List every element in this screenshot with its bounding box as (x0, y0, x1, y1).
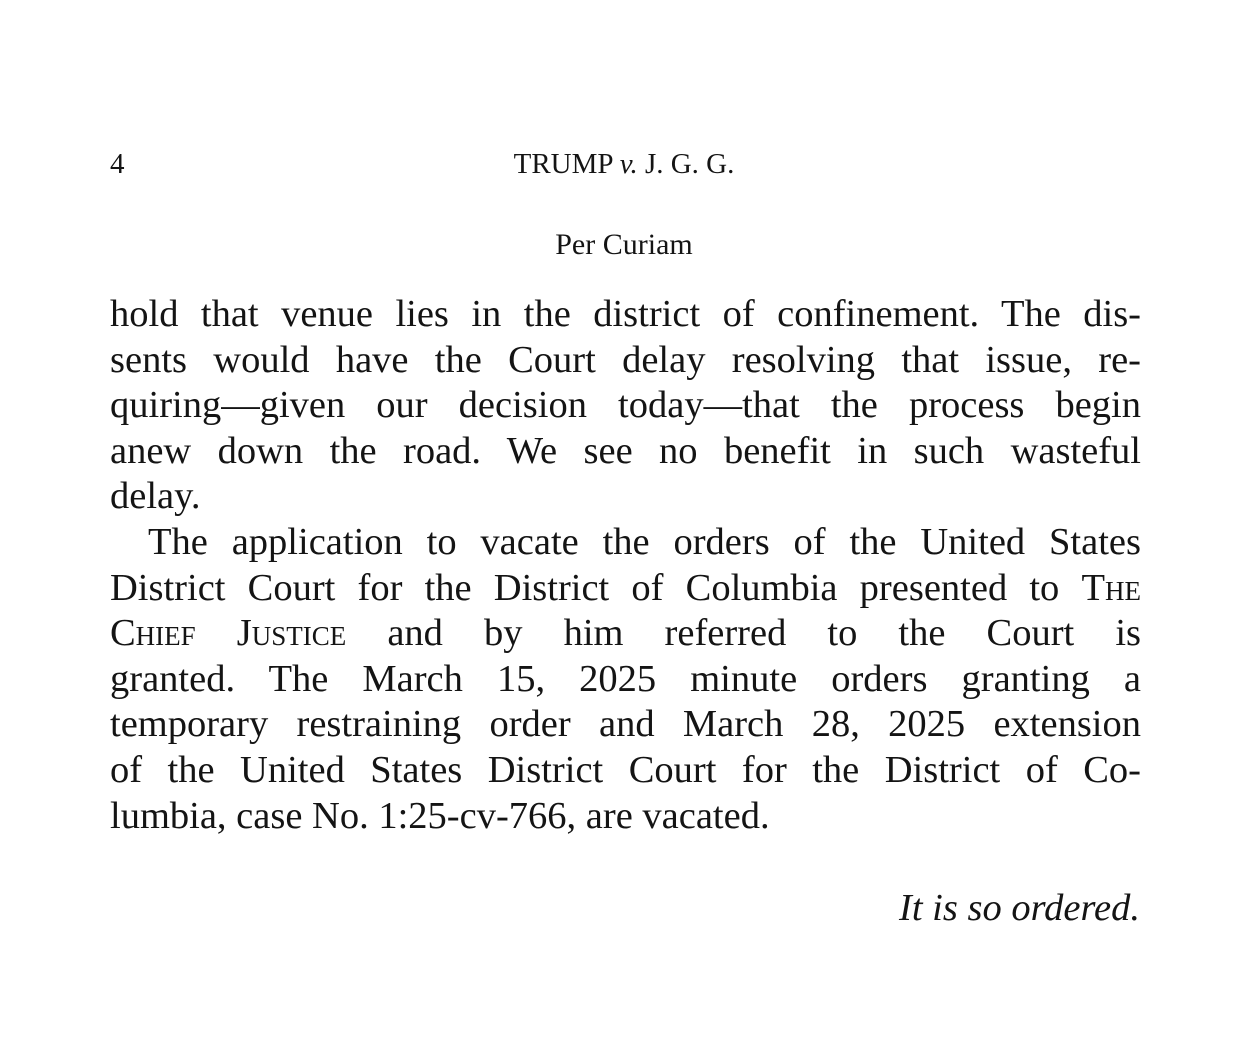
opinion-body (110, 292, 1141, 839)
case-versus: v. (619, 148, 638, 180)
closing-order: It is so ordered. (899, 887, 1140, 929)
opinion-label: Per Curiam (555, 228, 693, 261)
text-line: temporary restraining order and March 28, 2025 extension (110, 703, 1141, 746)
case-party-right: J. G. G. (644, 148, 735, 180)
text-line (110, 566, 1141, 612)
text-line (110, 611, 1141, 657)
text-line: of the United States District Court for the District of Co- (110, 748, 1141, 791)
text-line: hold that venue lies in the district of confinement. The dis- (110, 293, 1141, 335)
smallcaps-the: The (1081, 566, 1141, 609)
text-line: sents would have the Court delay resolving that issue, re- (110, 338, 1141, 381)
text-line: lumbia, case No. 1:25-cv-766, are vacated. (110, 794, 770, 837)
paragraph-1 (110, 292, 1141, 520)
text-line: granted. The March 15, 2025 minute orders granting a (110, 657, 1141, 700)
case-party-left: TRUMP (513, 148, 613, 180)
page-number: 4 (110, 148, 125, 180)
text-segment: and by him referred to the Court is (387, 612, 1141, 655)
text-line: anew down the road. We see no benefit in such wasteful (110, 429, 1141, 472)
running-head-case-title (0, 146, 1248, 182)
smallcaps-chief-justice: Chief Justice (110, 612, 347, 655)
text-line: The application to vacate the orders of the United States (148, 520, 1141, 563)
text-line: quiring—given our decision today—that the process begin (110, 384, 1141, 427)
paragraph-2 (110, 520, 1141, 839)
text-line: delay. (110, 475, 201, 518)
text-segment: District Court for the District of Columbia presented to (110, 566, 1060, 609)
